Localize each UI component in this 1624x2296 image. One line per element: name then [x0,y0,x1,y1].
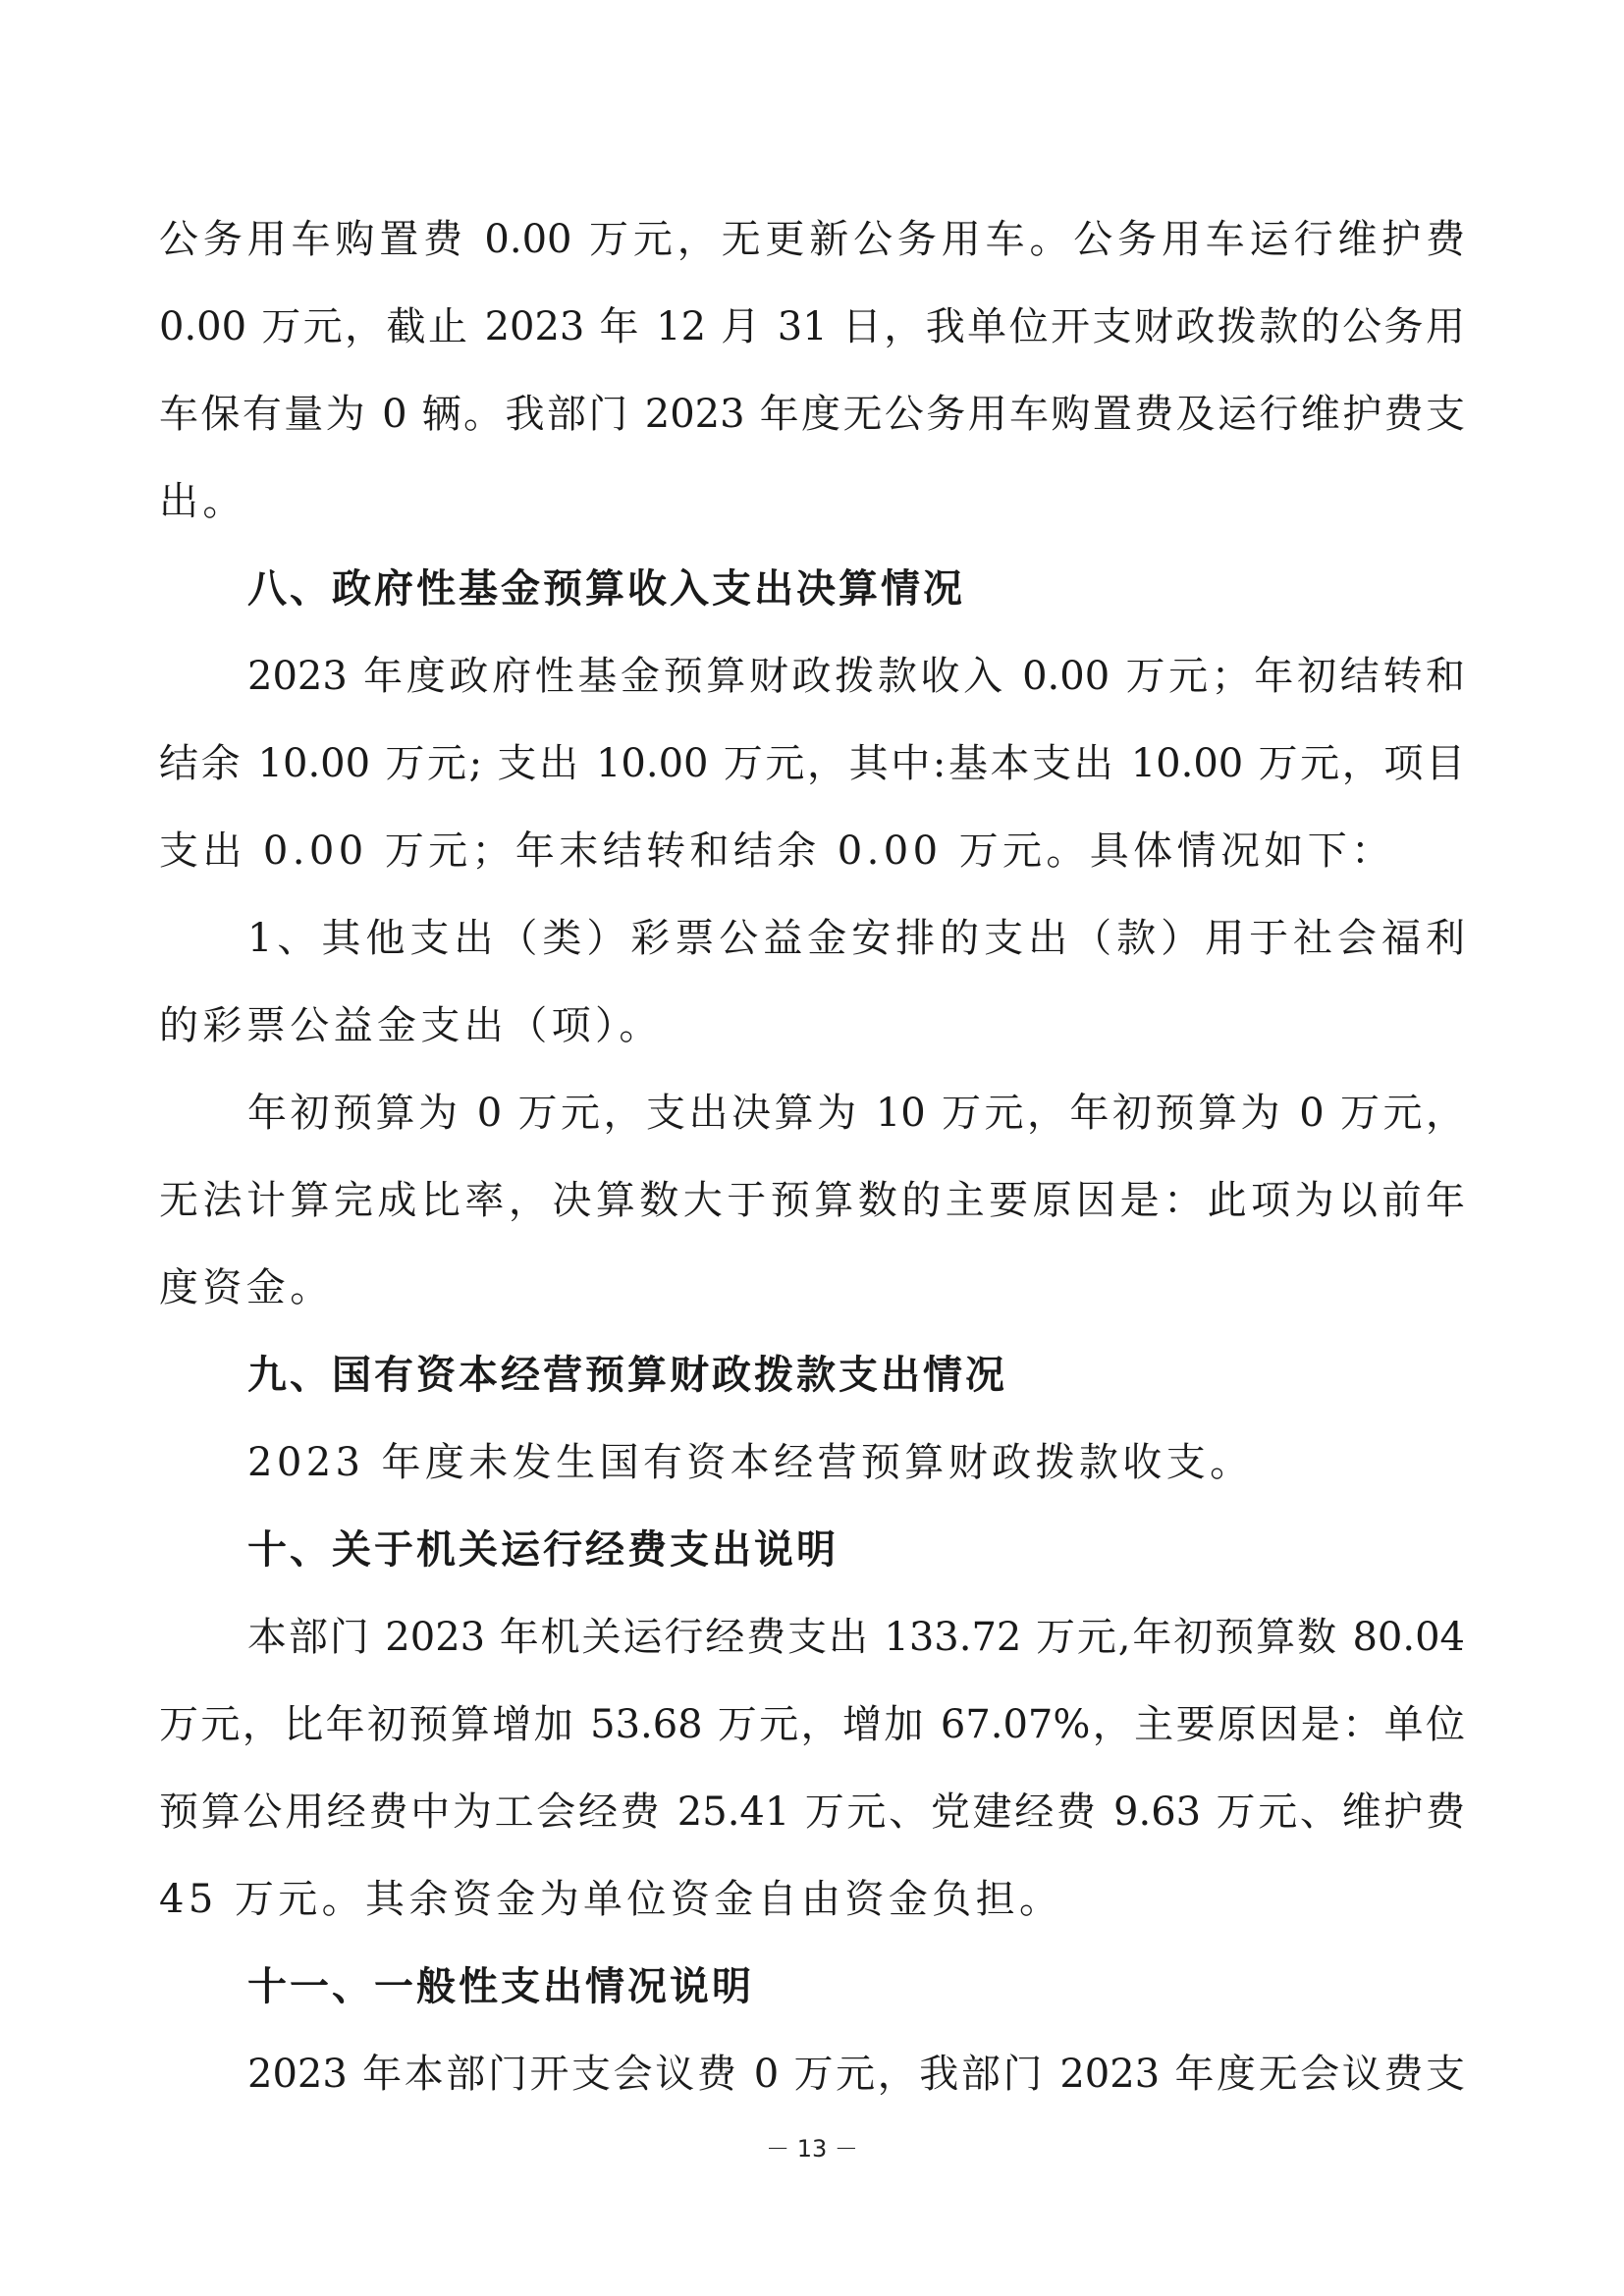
paragraph-line: 1、其他支出（类）彩票公益金安排的支出（款）用于社会福利 [247,916,1465,961]
paragraph-line: 年初预算为 0 万元，支出决算为 10 万元，年初预算为 0 万元， [247,1091,1465,1136]
paragraph-line: 的彩票公益金支出（项）。 [159,1003,663,1048]
paragraph-line: 预算公用经费中为工会经费 25.41 万元、党建经费 9.63 万元、维护费 [159,1789,1465,1835]
paragraph-line: 出。 [159,479,246,524]
paragraph-line: 无法计算完成比率，决算数大于预算数的主要原因是：此项为以前年 [159,1178,1465,1223]
paragraph-line: 结余 10.00 万元; 支出 10.00 万元，其中:基本支出 10.00 万元，项目 [159,741,1465,786]
section-heading: 八、政府性基金预算收入支出决算情况 [247,565,965,612]
paragraph-line: 度资金。 [159,1265,334,1310]
paragraph-line: 车保有量为 0 辆。我部门 2023 年度无公务用车购置费及运行维护费支 [159,392,1465,437]
section-heading: 十一、一般性支出情况说明 [247,1963,754,2009]
paragraph-line: 公务用车购置费 0.00 万元，无更新公务用车。公务用车运行维护费 [159,217,1465,262]
paragraph-line: 2023 年度政府性基金预算财政拨款收入 0.00 万元；年初结转和 [247,654,1465,699]
paragraph-line: 支出 0.00 万元；年末结转和结余 0.00 万元。具体情况如下： [159,828,1395,874]
section-heading: 九、国有资本经营预算财政拨款支出情况 [247,1352,1007,1398]
section-heading: 十、关于机关运行经费支出说明 [247,1526,839,1573]
paragraph-line: 2023 年本部门开支会议费 0 万元，我部门 2023 年度无会议费支 [247,2052,1465,2097]
paragraph-line: 0.00 万元，截止 2023 年 12 月 31 日，我单位开支财政拨款的公务用 [159,304,1465,349]
paragraph-line: 45 万元。其余资金为单位资金自由资金负担。 [159,1877,1063,1922]
paragraph-line: 2023 年度未发生国有资本经营预算财政拨款收支。 [247,1440,1254,1485]
paragraph-line: 万元，比年初预算增加 53.68 万元，增加 67.07%，主要原因是：单位 [159,1702,1465,1747]
paragraph-line: 本部门 2023 年机关运行经费支出 133.72 万元,年初预算数 80.04 [247,1615,1465,1660]
page-number: － 13 － [766,2135,858,2163]
